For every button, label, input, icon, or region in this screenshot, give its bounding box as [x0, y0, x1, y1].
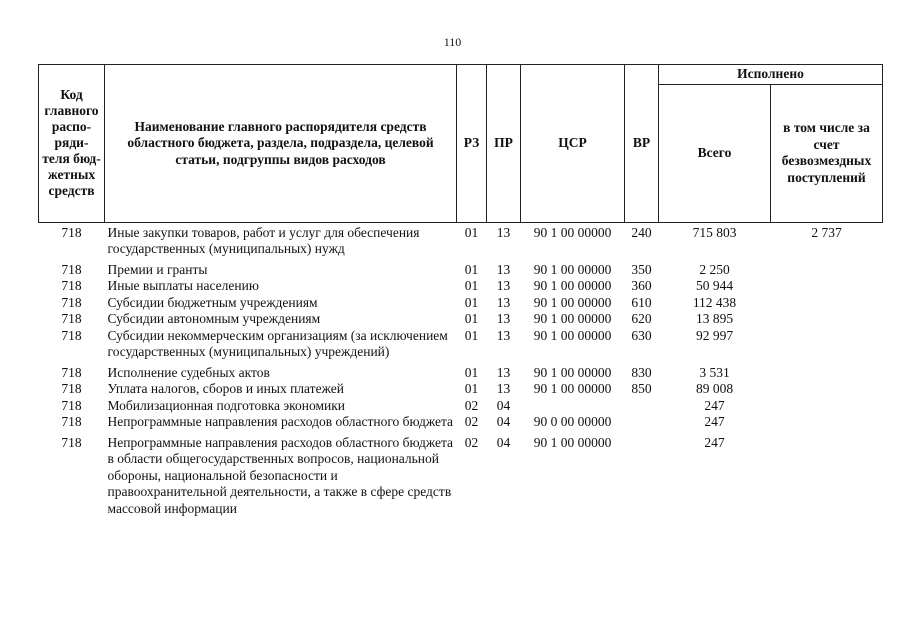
cell-csr: 90 0 00 00000 [533, 414, 612, 429]
cell-vr: 350 [631, 261, 652, 277]
budget-execution-table [38, 64, 883, 517]
cell-pr: 13 [496, 294, 511, 310]
cell-name: Непрограммные направления расходов областного бюджета в области общегосударственных вопросов, национальной обороны, национальной безопасности и правоохранительной деятельности, а также в сфере средств массовой информации [107, 434, 454, 516]
cell-rz: 01 [464, 278, 479, 293]
cell-name: Мобилизационная подготовка экономики [107, 397, 346, 413]
cell-rz: 02 [464, 397, 479, 413]
cell-csr: 90 1 00 00000 [533, 434, 612, 450]
table-row [39, 311, 883, 328]
cell-pr: 13 [496, 261, 511, 277]
table-row [39, 398, 883, 415]
cell-total: 50 944 [695, 278, 734, 293]
cell-code: 718 [61, 397, 82, 413]
header-incl-free: в том числе за счет безвозмездных поступлений [771, 84, 883, 222]
cell-csr: 90 1 00 00000 [533, 261, 612, 277]
table-row [39, 278, 883, 295]
cell-total: 247 [704, 397, 725, 413]
cell-code: 718 [61, 434, 82, 450]
cell-csr: 90 1 00 00000 [533, 381, 612, 396]
cell-name: Субсидии бюджетным учреждениям [107, 294, 318, 310]
header-executed: Исполнено [659, 65, 883, 85]
cell-csr: 90 1 00 00000 [533, 294, 612, 310]
cell-vr: 240 [631, 224, 652, 240]
cell-code: 718 [61, 294, 82, 310]
cell-rz: 01 [464, 294, 479, 310]
cell-code: 718 [61, 414, 82, 429]
cell-pr: 04 [496, 434, 511, 450]
table-row [39, 328, 883, 361]
cell-free [771, 435, 883, 518]
cell-vr: 360 [631, 278, 652, 293]
cell-vr: 610 [631, 294, 652, 310]
cell-code: 718 [61, 364, 82, 380]
table-row [39, 222, 883, 258]
header-csr: ЦСР [521, 65, 625, 223]
cell-name: Субсидии автономным учреждениям [107, 311, 321, 326]
cell-rz: 01 [464, 224, 479, 240]
cell-csr [521, 398, 625, 415]
cell-code: 718 [61, 224, 82, 240]
cell-rz: 02 [464, 434, 479, 450]
cell-total: 247 [704, 414, 725, 429]
cell-free [771, 398, 883, 415]
cell-vr [625, 435, 659, 518]
cell-name: Непрограммные направления расходов областного бюджета [107, 414, 454, 429]
cell-free [771, 262, 883, 279]
cell-vr [625, 398, 659, 415]
cell-vr: 830 [631, 364, 652, 380]
cell-name: Премии и гранты [107, 261, 208, 277]
header-pr: ПР [487, 65, 521, 223]
table-row [39, 295, 883, 312]
cell-pr: 13 [496, 364, 511, 380]
cell-free [771, 311, 883, 328]
cell-pr: 04 [496, 397, 511, 413]
table-row [39, 262, 883, 279]
cell-code: 718 [61, 311, 82, 326]
cell-code: 718 [61, 381, 82, 396]
cell-name: Уплата налогов, сборов и иных платежей [107, 381, 344, 396]
header-vr: ВР [625, 65, 659, 223]
cell-pr: 13 [496, 327, 511, 343]
table-row [39, 435, 883, 518]
cell-free [771, 381, 883, 398]
cell-pr: 13 [496, 381, 511, 396]
cell-name: Иные выплаты населению [107, 278, 259, 293]
header-code: Код главного распо-ряди-теля бюд-жетных средств [39, 65, 105, 223]
cell-pr: 13 [496, 311, 511, 326]
cell-rz: 01 [464, 311, 479, 326]
cell-rz: 01 [464, 261, 479, 277]
cell-pr: 13 [496, 224, 511, 240]
cell-free [771, 365, 883, 382]
header-rz: РЗ [457, 65, 487, 223]
cell-vr: 630 [631, 327, 652, 343]
cell-vr: 620 [631, 311, 652, 326]
cell-total: 92 997 [695, 327, 734, 343]
table-row [39, 381, 883, 398]
cell-total: 2 250 [699, 261, 730, 277]
cell-free: 2 737 [811, 224, 842, 240]
cell-free [771, 295, 883, 312]
cell-code: 718 [61, 261, 82, 277]
cell-total: 89 008 [695, 381, 734, 396]
cell-name: Исполнение судебных актов [107, 364, 270, 380]
cell-code: 718 [61, 327, 82, 343]
cell-code: 718 [61, 278, 82, 293]
cell-free [771, 414, 883, 431]
cell-csr: 90 1 00 00000 [533, 311, 612, 326]
cell-free [771, 328, 883, 361]
table-row [39, 414, 883, 431]
cell-rz: 02 [464, 414, 479, 429]
cell-vr: 850 [631, 381, 652, 396]
header-total: Всего [659, 84, 771, 222]
cell-total: 13 895 [695, 311, 734, 326]
cell-rz: 01 [464, 364, 479, 380]
cell-free [771, 278, 883, 295]
cell-rz: 01 [464, 381, 479, 396]
cell-vr [625, 414, 659, 431]
cell-pr: 04 [496, 414, 511, 429]
cell-csr: 90 1 00 00000 [533, 327, 612, 343]
cell-name: Иные закупки товаров, работ и услуг для обеспечения государственных (муниципальных) нужд [107, 224, 420, 256]
table-row [39, 365, 883, 382]
cell-csr: 90 1 00 00000 [533, 224, 612, 240]
cell-total: 112 438 [692, 294, 737, 310]
cell-csr: 90 1 00 00000 [533, 278, 612, 293]
cell-total: 3 531 [699, 364, 730, 380]
cell-total: 715 803 [692, 224, 737, 240]
cell-pr: 13 [496, 278, 511, 293]
cell-rz: 01 [464, 327, 479, 343]
cell-total: 247 [704, 434, 725, 450]
cell-csr: 90 1 00 00000 [533, 364, 612, 380]
cell-name: Субсидии некоммерческим организациям (за исключением государственных (муниципальных) учреждений) [107, 327, 448, 359]
page-number: 110 [443, 35, 462, 49]
header-name: Наименование главного распорядителя средств областного бюджета, раздела, подраздела, целевой статьи, подгруппы видов расходов [105, 65, 457, 223]
